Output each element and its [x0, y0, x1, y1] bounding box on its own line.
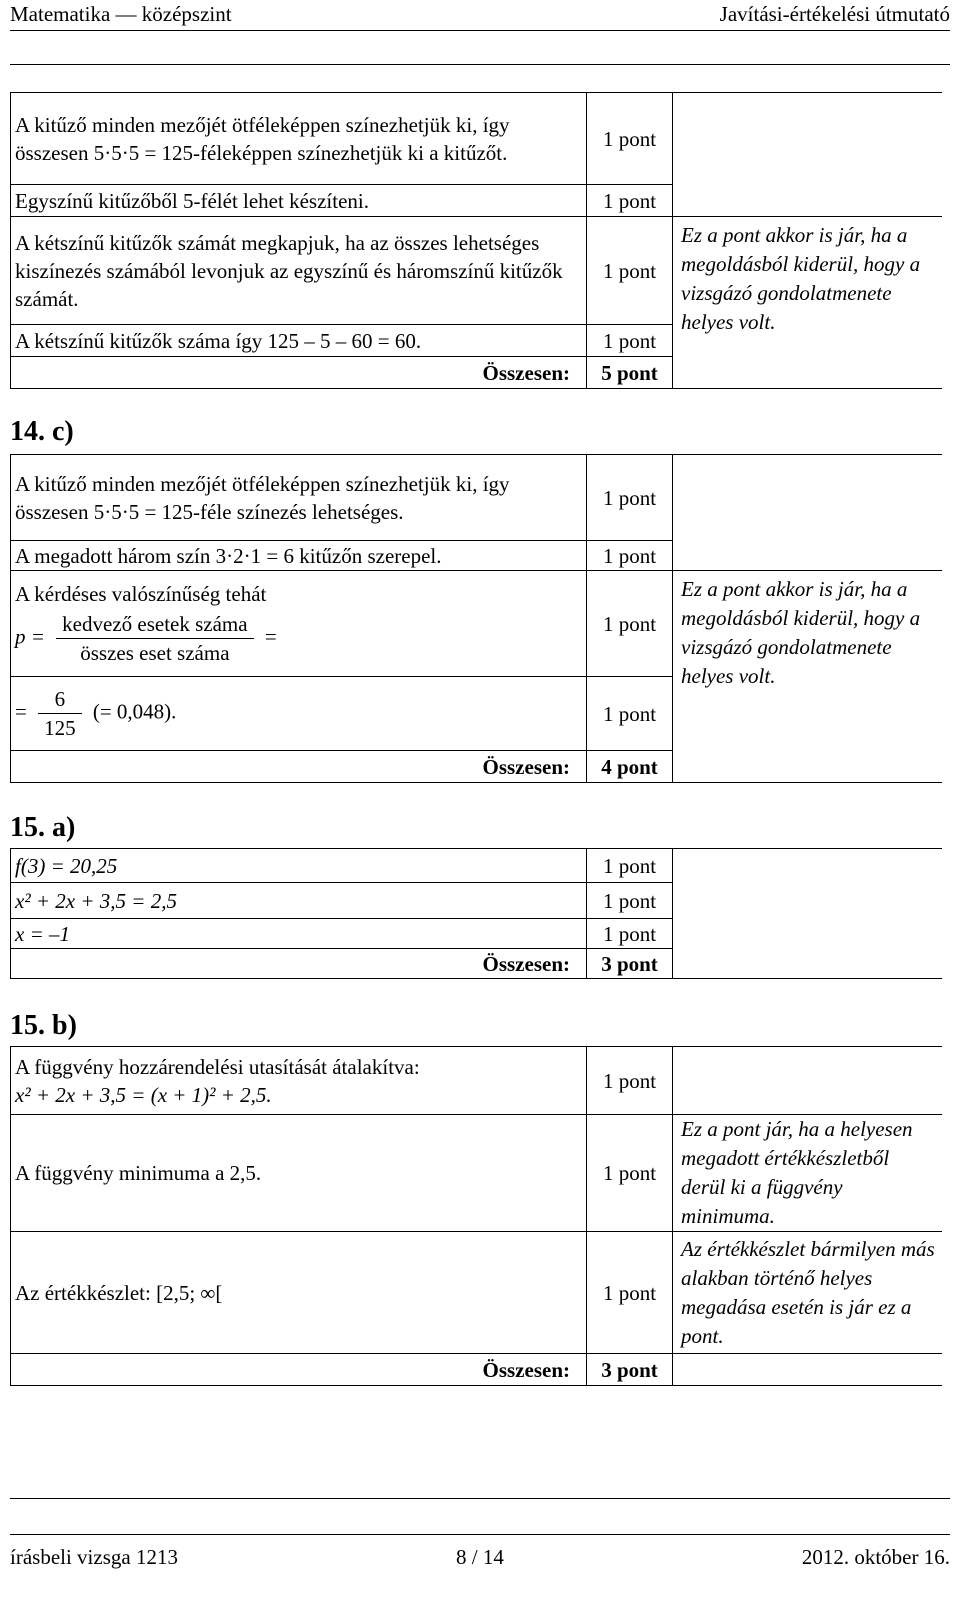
formula-p: p =	[15, 624, 45, 649]
footer-divider-2	[10, 1534, 950, 1535]
result-equals: =	[15, 699, 27, 724]
step-points: 1 pont	[587, 185, 673, 217]
total-label: Összesen:	[11, 1354, 587, 1386]
step-points: 1 pont	[587, 849, 673, 883]
solution-table-15b	[10, 1046, 942, 1386]
step-text: Az értékkészlet: [2,5; ∞[	[11, 1232, 587, 1354]
solution-table-15a	[10, 848, 942, 979]
header-subject: Matematika — középszint	[10, 2, 232, 26]
total-label: Összesen:	[11, 751, 587, 783]
footer-page-number: 8 / 14	[456, 1545, 504, 1569]
header-divider	[10, 30, 950, 31]
note-empty	[673, 1047, 943, 1115]
note-empty	[673, 93, 943, 217]
fraction-denominator: összes eset száma	[80, 641, 230, 665]
step-points: 1 pont	[587, 541, 673, 571]
step-points: 1 pont	[587, 325, 673, 357]
step-points: 1 pont	[587, 455, 673, 541]
step-text: x = –1	[11, 919, 587, 949]
step-equation: x² + 2x + 3,5 = (x + 1)² + 2,5.	[15, 1082, 272, 1107]
total-points: 5 pont	[587, 357, 673, 389]
step-text: x² + 2x + 3,5 = 2,5	[11, 883, 587, 919]
note-empty	[673, 1354, 943, 1386]
total-points: 3 pont	[587, 1354, 673, 1386]
grader-note: Ez a pont akkor is jár, ha a megoldásból kiderül, hogy a vizsgázó gondolatmenete helyes volt.	[673, 571, 943, 783]
probability-formula	[11, 571, 587, 677]
step-text: A kétszínű kitűzők számát megkapjuk, ha az összes lehetséges kiszínezés számából levonjuk az egyszínű és háromszínű kitűzők számát.	[11, 217, 587, 325]
total-points: 4 pont	[587, 751, 673, 783]
step-points: 1 pont	[587, 919, 673, 949]
result-decimal: (= 0,048).	[92, 699, 177, 724]
step-text: f(3) = 20,25	[11, 849, 587, 883]
step-points: 1 pont	[587, 883, 673, 919]
result-fraction	[38, 685, 82, 742]
step-text: A megadott három szín 3·2·1 = 6 kitűzőn szerepel.	[11, 541, 587, 571]
step-points: 1 pont	[587, 1047, 673, 1115]
grader-note: Ez a pont jár, ha a helyesen megadott értékkészletből derül ki a függvény minimuma.	[673, 1115, 943, 1232]
total-label: Összesen:	[11, 949, 587, 979]
step-intro: A függvény hozzárendelési utasítását átalakítva:	[15, 1054, 420, 1079]
footer-divider	[10, 1498, 950, 1499]
step-points: 1 pont	[587, 1115, 673, 1232]
grader-note: Ez a pont akkor is jár, ha a megoldásból kiderül, hogy a vizsgázó gondolatmenete helyes volt.	[673, 217, 943, 389]
step-text	[11, 1047, 587, 1115]
header-guide-title: Javítási-értékelési útmutató	[719, 2, 950, 26]
fraction-numerator: kedvező esetek száma	[56, 610, 253, 639]
step-points: 1 pont	[587, 93, 673, 185]
grader-note: Az értékkészlet bármilyen más alakban történő helyes megadása esetén is jár ez a pont.	[673, 1232, 943, 1354]
solution-table-14b	[10, 92, 942, 389]
footer-exam-code: írásbeli vizsga 1213	[10, 1545, 178, 1569]
result-denominator: 125	[44, 716, 76, 740]
section-title-14c: 14. c)	[10, 416, 74, 447]
total-label: Összesen:	[11, 357, 587, 389]
solution-table-14c	[10, 454, 942, 783]
probability-fraction	[56, 610, 253, 667]
step-text: A kitűző minden mezőjét ötféleképpen színezhetjük ki, így összesen 5·5·5 = 125-féleképpen színezhetjük ki a kitűzőt.	[11, 93, 587, 185]
header-divider-2	[10, 64, 950, 65]
probability-result	[11, 677, 587, 751]
step-points: 1 pont	[587, 1232, 673, 1354]
footer-date: 2012. október 16.	[801, 1545, 950, 1569]
formula-intro: A kérdéses valószínűség tehát	[15, 582, 267, 606]
formula-equals: =	[264, 624, 277, 649]
page-header	[10, 0, 950, 30]
step-text: Egyszínű kitűzőből 5-félét lehet készíteni.	[11, 185, 587, 217]
section-title-15a: 15. a)	[10, 812, 76, 843]
step-points: 1 pont	[587, 677, 673, 751]
note-empty	[673, 849, 943, 979]
step-text: A kétszínű kitűzők száma így 125 – 5 – 60 = 60.	[11, 325, 587, 357]
note-empty	[673, 455, 943, 571]
total-points: 3 pont	[587, 949, 673, 979]
step-points: 1 pont	[587, 571, 673, 677]
step-points: 1 pont	[587, 217, 673, 325]
step-text: A kitűző minden mezőjét ötféleképpen színezhetjük ki, így összesen 5·5·5 = 125-féle színezés lehetséges.	[11, 455, 587, 541]
result-numerator: 6	[38, 685, 82, 714]
step-text: A függvény minimuma a 2,5.	[11, 1115, 587, 1232]
section-title-15b: 15. b)	[10, 1010, 77, 1041]
